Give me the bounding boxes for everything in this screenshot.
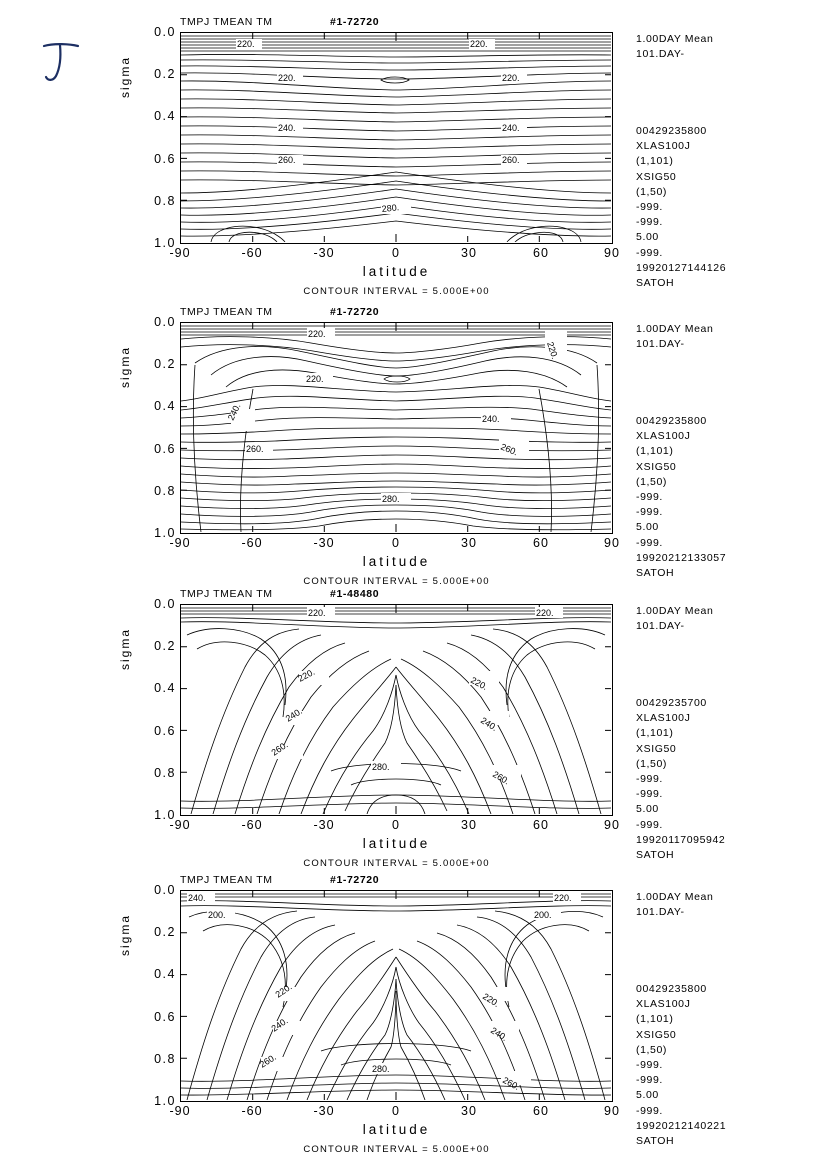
y-tick: 0.4 <box>154 109 176 123</box>
svg-text:220.: 220. <box>469 674 490 692</box>
sidebar-field: -999. <box>636 536 663 549</box>
svg-text:260.: 260. <box>246 444 264 454</box>
sidebar-field: 00429235800 <box>636 983 707 995</box>
y-axis-label: sigma <box>118 913 132 956</box>
y-axis-label: sigma <box>118 627 132 670</box>
svg-text:280.: 280. <box>372 1064 390 1074</box>
svg-text:220.: 220. <box>278 73 296 83</box>
svg-text:240.: 240. <box>482 414 500 424</box>
sidebar-field: 00429235800 <box>636 125 707 137</box>
y-tick: 0.8 <box>154 484 176 498</box>
svg-text:260.: 260. <box>278 155 296 165</box>
svg-text:240.: 240. <box>502 123 520 133</box>
svg-text:260.: 260. <box>502 155 520 165</box>
contour-interval-note: CONTOUR INTERVAL = 5.000E+00 <box>303 1144 490 1155</box>
sidebar-day-line: 101.DAY- <box>636 338 685 351</box>
x-tick: -30 <box>313 536 335 550</box>
sidebar-field: -999. <box>636 506 663 519</box>
y-tick: 0.4 <box>154 681 176 695</box>
x-axis-ticks <box>169 818 620 836</box>
handwritten-annotation <box>40 40 82 84</box>
panel-sidebar-top <box>636 322 713 352</box>
y-axis-ticks <box>124 25 176 250</box>
svg-text:240.: 240. <box>188 893 206 903</box>
x-axis-ticks <box>169 246 620 264</box>
svg-text:220.: 220. <box>306 374 324 384</box>
sidebar-field: -999. <box>636 773 663 786</box>
sidebar-field: XSIG50 <box>636 1028 677 1041</box>
sidebar-field: -999. <box>636 788 663 801</box>
svg-text:260.: 260. <box>501 1074 522 1092</box>
svg-text:260.: 260. <box>491 769 512 787</box>
svg-text:280.: 280. <box>382 494 400 504</box>
y-tick: 0.2 <box>154 925 176 939</box>
contour-interval-note: CONTOUR INTERVAL = 5.000E+00 <box>303 576 490 587</box>
panel-title: TMPJ TMEAN TM <box>180 306 273 318</box>
sidebar-day-line: 101.DAY- <box>636 906 685 919</box>
svg-text:220.: 220. <box>470 39 488 49</box>
x-tick: 0 <box>392 536 400 550</box>
x-tick: 90 <box>604 818 620 832</box>
x-tick: -60 <box>241 1104 263 1118</box>
sidebar-field: XLAS100J <box>636 998 691 1011</box>
svg-text:260.: 260. <box>269 739 290 758</box>
sidebar-field: 00429235700 <box>636 697 707 709</box>
y-tick: 0.6 <box>154 1010 176 1024</box>
contour-interval-note: CONTOUR INTERVAL = 5.000E+00 <box>303 858 490 869</box>
svg-text:260.: 260. <box>257 1051 278 1070</box>
y-tick: 0.2 <box>154 67 176 81</box>
x-tick: 30 <box>461 1104 477 1118</box>
sidebar-field: 00429235800 <box>636 415 707 427</box>
sidebar-field: (1,101) <box>636 1013 674 1026</box>
svg-text:240.: 240. <box>283 705 304 724</box>
sidebar-field: SATOH <box>636 849 675 862</box>
y-tick: 0.4 <box>154 399 176 413</box>
y-axis-label: sigma <box>118 55 132 98</box>
y-axis-label: sigma <box>118 345 132 388</box>
svg-text:260.: 260. <box>499 441 520 458</box>
sidebar-field: 5.00 <box>636 1089 659 1102</box>
y-tick: 1.0 <box>154 236 176 250</box>
sidebar-field: SATOH <box>636 567 675 580</box>
sidebar-field: -999. <box>636 246 663 259</box>
sidebar-field: 19920117095942 <box>636 833 726 846</box>
x-axis-label: latitude <box>362 836 431 851</box>
svg-text:220.: 220. <box>480 991 502 1009</box>
y-tick: 0.6 <box>154 724 176 738</box>
x-tick: 90 <box>604 1104 620 1118</box>
x-tick: -90 <box>169 1104 191 1118</box>
plot-area <box>180 32 613 244</box>
y-tick: 0.8 <box>154 194 176 208</box>
x-tick: 30 <box>461 246 477 260</box>
sidebar-field: XLAS100J <box>636 140 691 153</box>
sidebar-mean-line: 1.00DAY Mean <box>636 323 714 335</box>
sidebar-field: -999. <box>636 1059 663 1072</box>
sidebar-field: 19920127144126 <box>636 261 727 274</box>
x-tick: -30 <box>313 1104 335 1118</box>
sidebar-field: XSIG50 <box>636 170 677 183</box>
x-axis-label: latitude <box>362 1122 431 1137</box>
svg-text:280.: 280. <box>381 202 400 214</box>
panel-title: TMPJ TMEAN TM <box>180 16 273 28</box>
x-tick: -60 <box>241 246 263 260</box>
sidebar-field: SATOH <box>636 277 675 290</box>
y-tick: 0.0 <box>154 883 176 897</box>
panel-sidebar-top <box>636 604 713 634</box>
sidebar-field: 19920212133057 <box>636 551 727 564</box>
x-tick: -90 <box>169 246 191 260</box>
svg-text:220.: 220. <box>308 329 326 339</box>
panel-sidebar-block <box>636 982 726 1149</box>
x-tick: 60 <box>533 536 549 550</box>
x-tick: 0 <box>392 246 400 260</box>
y-tick: 0.0 <box>154 315 176 329</box>
svg-text:240.: 240. <box>269 1015 290 1034</box>
x-tick: 30 <box>461 536 477 550</box>
sidebar-field: XSIG50 <box>636 742 677 755</box>
svg-text:240.: 240. <box>225 401 243 422</box>
panel-sidebar-top <box>636 890 713 920</box>
x-axis-ticks <box>169 536 620 554</box>
plot-area <box>180 322 613 534</box>
x-axis-label: latitude <box>362 264 431 279</box>
panel-sidebar-block <box>636 696 725 863</box>
x-tick: 90 <box>604 536 620 550</box>
sidebar-field: (1,50) <box>636 475 668 488</box>
y-tick: 0.2 <box>154 357 176 371</box>
x-tick: 60 <box>533 818 549 832</box>
panel-title: TMPJ TMEAN TM <box>180 874 273 886</box>
sidebar-field: -999. <box>636 201 663 214</box>
sidebar-field: -999. <box>636 216 663 229</box>
sidebar-field: 5.00 <box>636 521 659 534</box>
panel-run-id: #1-48480 <box>330 588 380 600</box>
x-tick: -30 <box>313 818 335 832</box>
sidebar-field: -999. <box>636 1074 663 1087</box>
y-tick: 0.8 <box>154 1052 176 1066</box>
svg-text:220.: 220. <box>308 608 326 618</box>
sidebar-field: 5.00 <box>636 803 659 816</box>
sidebar-day-line: 101.DAY- <box>636 620 685 633</box>
svg-text:240.: 240. <box>278 123 296 133</box>
x-axis-ticks <box>169 1104 620 1122</box>
sidebar-field: (1,50) <box>636 757 668 770</box>
svg-text:280.: 280. <box>372 762 390 772</box>
x-tick: 60 <box>533 246 549 260</box>
svg-text:220.: 220. <box>273 981 294 1000</box>
sidebar-field: 19920212140221 <box>636 1119 727 1132</box>
panel-run-id: #1-72720 <box>330 874 380 886</box>
sidebar-field: XLAS100J <box>636 712 691 725</box>
x-tick: -90 <box>169 818 191 832</box>
sidebar-field: (1,101) <box>636 155 674 168</box>
y-axis-ticks <box>124 315 176 540</box>
x-tick: -90 <box>169 536 191 550</box>
y-axis-ticks <box>124 883 176 1108</box>
svg-text:220.: 220. <box>502 73 520 83</box>
y-tick: 0.0 <box>154 25 176 39</box>
y-tick: 1.0 <box>154 526 176 540</box>
x-tick: -60 <box>241 818 263 832</box>
panel-run-id: #1-72720 <box>330 16 380 28</box>
sidebar-field: -999. <box>636 1104 663 1117</box>
x-tick: 0 <box>392 1104 400 1118</box>
sidebar-field: -999. <box>636 818 663 831</box>
sidebar-field: 5.00 <box>636 231 659 244</box>
x-tick: 0 <box>392 818 400 832</box>
y-tick: 0.8 <box>154 766 176 780</box>
panel-run-id: #1-72720 <box>330 306 380 318</box>
panel-sidebar-block <box>636 414 726 581</box>
y-tick: 0.6 <box>154 442 176 456</box>
x-tick: 60 <box>533 1104 549 1118</box>
x-tick: -60 <box>241 536 263 550</box>
x-tick: 90 <box>604 246 620 260</box>
svg-text:240.: 240. <box>488 1025 510 1043</box>
sidebar-field: (1,101) <box>636 727 674 740</box>
svg-text:220.: 220. <box>536 608 554 618</box>
y-tick: 0.2 <box>154 639 176 653</box>
sidebar-day-line: 101.DAY- <box>636 48 685 61</box>
y-tick: 0.0 <box>154 597 176 611</box>
sidebar-field: (1,50) <box>636 1043 668 1056</box>
svg-text:240.: 240. <box>478 715 500 733</box>
x-tick: 30 <box>461 818 477 832</box>
svg-text:200.: 200. <box>534 910 552 920</box>
sidebar-field: (1,50) <box>636 185 668 198</box>
plot-area <box>180 604 613 816</box>
y-tick: 1.0 <box>154 1094 176 1108</box>
x-axis-label: latitude <box>362 554 431 569</box>
sidebar-mean-line: 1.00DAY Mean <box>636 891 714 903</box>
y-axis-ticks <box>124 597 176 822</box>
panel-title: TMPJ TMEAN TM <box>180 588 273 600</box>
svg-text:220.: 220. <box>554 893 572 903</box>
panel-sidebar-top <box>636 32 713 62</box>
svg-text:220.: 220. <box>296 666 317 684</box>
svg-text:220.: 220. <box>545 340 561 361</box>
sidebar-field: XSIG50 <box>636 460 677 473</box>
y-tick: 0.6 <box>154 152 176 166</box>
plot-area <box>180 890 613 1102</box>
sidebar-field: SATOH <box>636 1135 675 1148</box>
contour-interval-note: CONTOUR INTERVAL = 5.000E+00 <box>303 286 490 297</box>
svg-text:220.: 220. <box>237 39 255 49</box>
x-tick: -30 <box>313 246 335 260</box>
sidebar-field: -999. <box>636 491 663 504</box>
panel-sidebar-block <box>636 124 726 291</box>
sidebar-field: XLAS100J <box>636 430 691 443</box>
y-tick: 1.0 <box>154 808 176 822</box>
sidebar-field: (1,101) <box>636 445 674 458</box>
svg-text:200.: 200. <box>208 910 226 920</box>
sidebar-mean-line: 1.00DAY Mean <box>636 33 714 45</box>
y-tick: 0.4 <box>154 967 176 981</box>
sidebar-mean-line: 1.00DAY Mean <box>636 605 714 617</box>
